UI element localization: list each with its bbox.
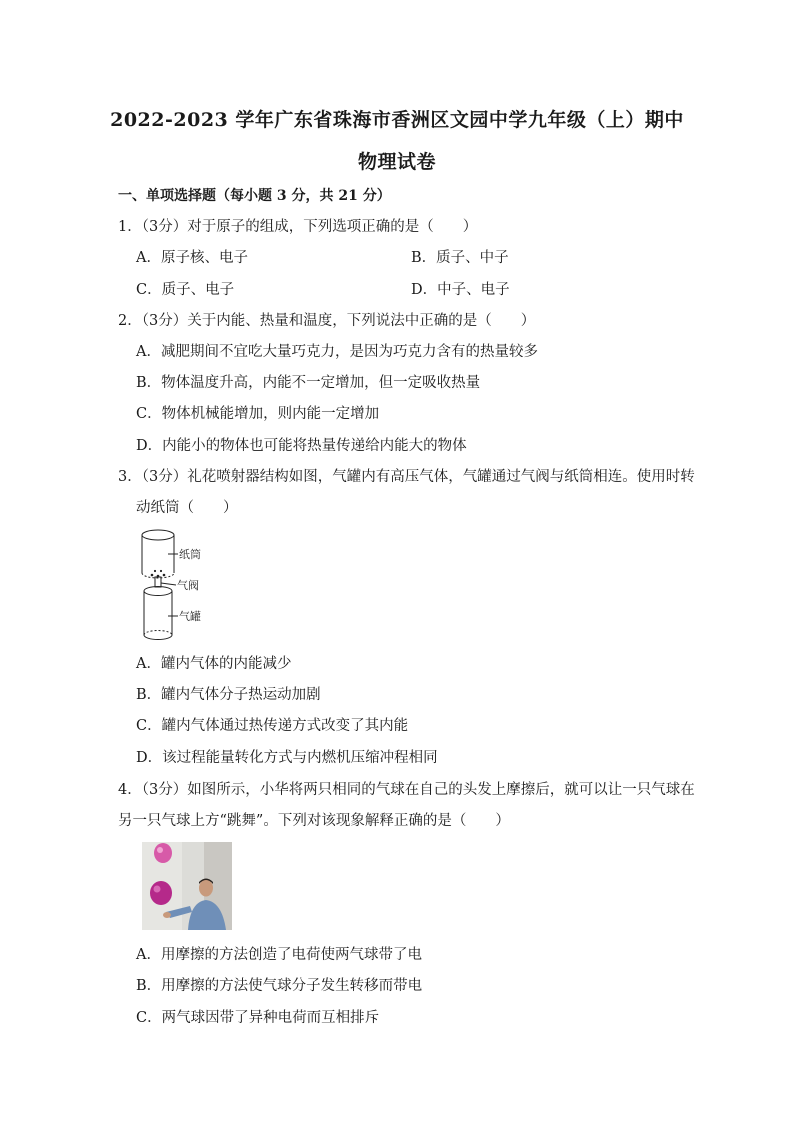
question-3-option-d: D．该过程能量转化方式与内燃机压缩冲程相同 [136, 750, 438, 766]
question-3-option-a: A．罐内气体的内能减少 [136, 656, 292, 672]
question-4-stem-line2: 另一只气球上方“跳舞”。下列对该现象解释正确的是（ ） [118, 813, 510, 829]
question-3-stem-line1: 3．（3分）礼花喷射器结构如图，气罐内有高压气体，气罐通过气阀与纸筒相连。使用时转 [118, 469, 695, 485]
question-4-option-a: A．用摩擦的方法创造了电荷使两气球带了电 [136, 947, 422, 963]
question-4-option-c: C．两气球因带了异种电荷而互相排斥 [136, 1010, 380, 1026]
question-4-option-b: B．用摩擦的方法使气球分子发生转移而带电 [136, 978, 423, 994]
question-2-option-a: A．减肥期间不宜吃大量巧克力，是因为巧克力含有的热量较多 [136, 344, 538, 360]
question-1-option-d: D．中子、电子 [411, 282, 510, 298]
label-paper-tube: 纸筒 [179, 548, 201, 561]
question-3-option-c: C．罐内气体通过热传递方式改变了其内能 [136, 718, 409, 734]
question-3-stem-line2: 动纸筒（ ） [136, 500, 238, 516]
balloon-photo [142, 842, 232, 930]
firework-launcher-diagram [128, 525, 228, 645]
exam-title-line1: 2022-2023 学年广东省珠海市香洲区文园中学九年级（上）期中 [110, 109, 684, 131]
question-1-stem: 1．（3分）对于原子的组成，下列选项正确的是（ ） [118, 219, 478, 235]
label-valve: 气阀 [177, 579, 199, 592]
section-heading: 一、单项选择题（每小题 3 分，共 21 分） [118, 188, 391, 204]
question-1-option-b: B．质子、中子 [411, 250, 509, 266]
question-3-option-b: B．罐内气体分子热运动加剧 [136, 687, 321, 703]
question-1-option-a: A．原子核、电子 [136, 250, 248, 266]
label-gas-tank: 气罐 [179, 610, 201, 623]
question-2-option-d: D．内能小的物体也可能将热量传递给内能大的物体 [136, 438, 467, 454]
question-4-stem-line1: 4．（3分）如图所示，小华将两只相同的气球在自己的头发上摩擦后，就可以让一只气球在 [118, 782, 695, 798]
question-2-stem: 2．（3分）关于内能、热量和温度，下列说法中正确的是（ ） [118, 313, 536, 329]
exam-title-line2: 物理试卷 [357, 151, 436, 173]
question-1-option-c: C．质子、电子 [136, 282, 235, 298]
question-2-option-b: B．物体温度升高，内能不一定增加，但一定吸收热量 [136, 375, 481, 391]
question-2-option-c: C．物体机械能增加，则内能一定增加 [136, 406, 380, 422]
